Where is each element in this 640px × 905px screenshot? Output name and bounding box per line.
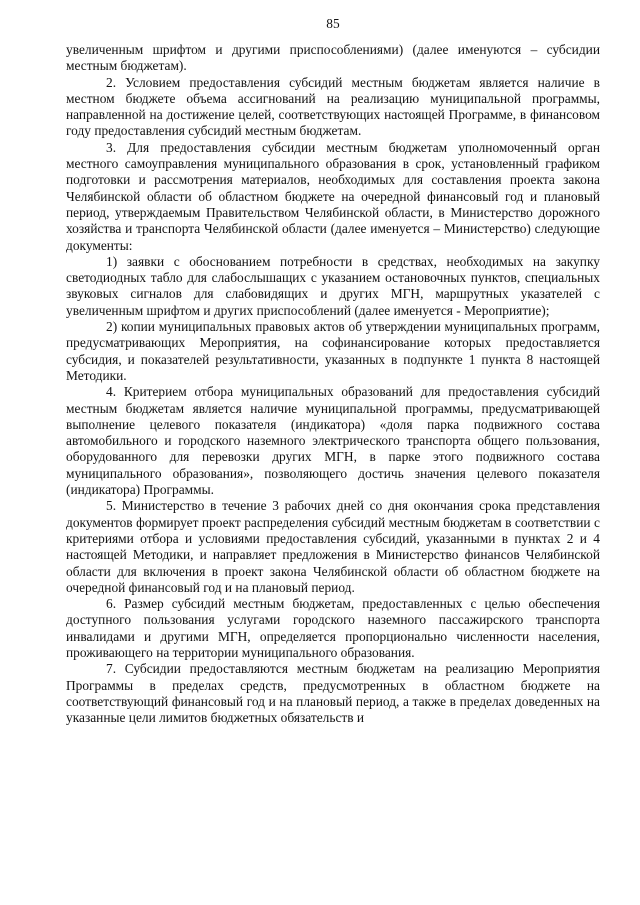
paragraph-continuation: увеличенным шрифтом и другими приспособлениями) (далее именуются – субсидии местным бюджетам). [66,42,600,74]
paragraph-item-4: 4. Критерием отбора муниципальных образований для предоставления субсидий местным бюджетам является наличие муниципальной программы, предусматривающей выполнение целевого показателя (индикатора) «доля парка подвижного состава автомобильного и городского наземного электрического транспорта общего пользования, оборудованного для перевозки других МГН, в парке этого подвижного состава муниципального образования», позволяющего достичь значения целевого показателя (индикатора) Программы. [66,384,600,498]
paragraph-item-6: 6. Размер субсидий местным бюджетам, предоставленных с целью обеспечения доступного пользования услугами городского наземного пассажирского транспорта инвалидами и другими МГН, определяется пропорционально численности населения, проживающего на территории муниципального образования. [66,596,600,660]
paragraph-subitem-1: 1) заявки с обоснованием потребности в средствах, необходимых на закупку светодиодных табло для слабослышащих с указанием остановочных пунктов, специальных звуковых сигналов для слабовидящих и других МГН, маршрутных указателей с увеличенным шрифтом и других приспособлений (далее именуется - Мероприятие); [66,253,600,318]
paragraph-item-3: 3. Для предоставления субсидии местным бюджетам уполномоченный орган местного самоуправления муниципального образования в срок, установленный графиком подготовки и рассмотрения материалов, необходимых для составления проекта закона Челябинской области об областном бюджете на очередной финансовый год и плановый период, утверждаемым Правительством Челябинской области, в Министерство дорожного хозяйства и транспорта Челябинской области (далее именуется – Министерство) следующие документы: [66,139,600,253]
paragraph-item-5: 5. Министерство в течение 3 рабочих дней со дня окончания срока представления документов формирует проект распределения субсидий местным бюджетам в соответствии с критериями отбора и условиями предоставления субсидий, указанными в пунктах 2 и 4 настоящей Методики, и направляет предложения в Министерство финансов Челябинской области для включения в проект закона Челябинской области об областном бюджете на очередной финансовый год и на плановый период. [66,498,600,595]
paragraph-item-2: 2. Условием предоставления субсидий местным бюджетам является наличие в местном бюджете объема ассигнований на реализацию муниципальной программы, направленной на достижение целей, соответствующих настоящей Программе, в финансовом году предоставления субсидий местным бюджетам. [66,74,600,139]
paragraph-item-7: 7. Субсидии предоставляются местным бюджетам на реализацию Мероприятия Программы в пределах средств, предусмотренных в областном бюджете на соответствующий финансовый год и на плановый период, а также в пределах доведенных на указанные цели лимитов бюджетных обязательств и [66,661,600,726]
paragraph-subitem-2: 2) копии муниципальных правовых актов об утверждении муниципальных программ, предусматривающих Мероприятия, на софинансирование которых предоставляется субсидия, и показателей результативности, указанных в подпункте 1 пункта 8 настоящей Методики. [66,319,600,383]
page-number: 85 [326,16,340,31]
